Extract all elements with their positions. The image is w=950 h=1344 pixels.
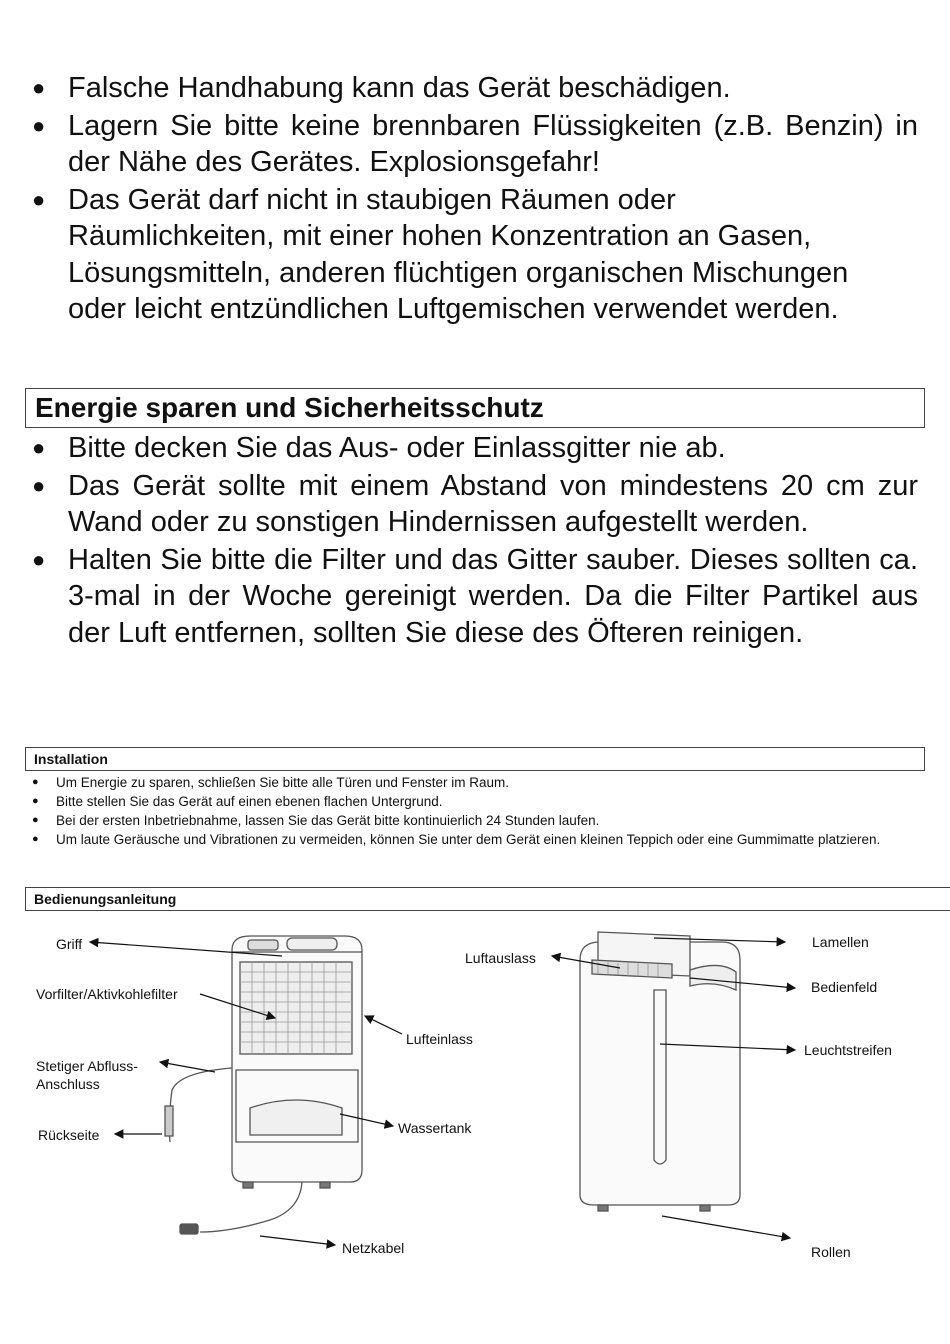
label-luftauslass: Luftauslass xyxy=(465,950,536,966)
bullet-icon: ● xyxy=(32,776,39,788)
label-abfluss-line2: Anschluss xyxy=(36,1076,100,1092)
bullet-icon: ● xyxy=(32,814,39,826)
energy-bullet-list xyxy=(28,430,918,652)
label-wassertank: Wassertank xyxy=(398,1120,472,1136)
bullet-icon: ● xyxy=(32,186,46,212)
list-item: ● Das Gerät darf nicht in staubigen Räumen oder Räumlichkeiten, mit einer hohen Konzentration an Gasen, Lösungsmitteln, anderen flüchtigen organischen Mischungen oder leicht entzündlichen Luftgemischen verwendet werden. xyxy=(32,183,849,325)
list-item: ● Falsche Handhabung kann das Gerät beschädigen. xyxy=(28,70,918,107)
dehumidifier-diagram xyxy=(0,920,950,1340)
label-lamellen: Lamellen xyxy=(812,934,869,950)
list-item: ● Das Gerät sollte mit einem Abstand von mindestens 20 cm zur Wand oder zu sonstigen Hindernissen aufgestellt werden. xyxy=(32,469,918,538)
label-netzkabel: Netzkabel xyxy=(342,1240,405,1256)
list-item: ● Um laute Geräusche und Vibrationen zu vermeiden, können Sie unter dem Gerät einen kleinen Teppich oder eine Gummimatte platzieren. xyxy=(32,832,881,847)
bullet-icon: ● xyxy=(32,75,46,100)
label-rollen: Rollen xyxy=(811,1244,851,1260)
list-item: ● Bitte stellen Sie das Gerät auf einen ebenen flachen Untergrund. xyxy=(32,794,443,809)
side-unit-illustration xyxy=(580,932,740,1211)
bullet-icon: ● xyxy=(32,546,46,572)
label-abfluss-line1: Stetiger Abfluss- xyxy=(36,1058,138,1074)
label-rueckseite: Rückseite xyxy=(38,1127,100,1143)
list-item: ● Bitte decken Sie das Aus- oder Einlassgitter nie ab. xyxy=(28,430,918,467)
list-item: ● Bei der ersten Inbetriebnahme, lassen Sie das Gerät bitte kontinuierlich 24 Stunden laufen. xyxy=(32,813,600,828)
bullet-icon: ● xyxy=(32,795,39,807)
bullet-icon: ● xyxy=(32,112,46,138)
list-item: ● Halten Sie bitte die Filter und das Gitter sauber. Dieses sollten ca. 3-mal in der Woche gereinigt werden. Da die Filter Partikel aus der Luft entfernen, sollten Sie diese des Öfteren reinigen. xyxy=(32,543,918,649)
safety-bullet-list xyxy=(28,70,918,329)
label-lufteinlass: Lufteinlass xyxy=(406,1031,473,1047)
section-heading-installation: Installation xyxy=(25,747,925,771)
label-leuchtstreifen: Leuchtstreifen xyxy=(804,1042,892,1058)
front-unit-illustration xyxy=(165,936,362,1234)
label-griff: Griff xyxy=(56,936,83,952)
label-bedienfeld: Bedienfeld xyxy=(811,979,878,995)
bullet-icon: ● xyxy=(32,435,46,460)
list-item: ● Lagern Sie bitte keine brennbaren Flüssigkeiten (z.B. Benzin) in der Nähe des Gerätes. Explosionsgefahr! xyxy=(32,109,918,178)
list-item: ● Um Energie zu sparen, schließen Sie bitte alle Türen und Fenster im Raum. xyxy=(32,775,509,790)
section-heading-energy: Energie sparen und Sicherheitsschutz xyxy=(25,388,925,428)
installation-bullet-list xyxy=(28,773,918,849)
label-vorfilter: Vorfilter/Aktivkohlefilter xyxy=(36,986,178,1002)
section-heading-operation: Bedienungsanleitung xyxy=(25,887,950,911)
bullet-icon: ● xyxy=(32,472,46,498)
bullet-icon: ● xyxy=(32,833,39,845)
